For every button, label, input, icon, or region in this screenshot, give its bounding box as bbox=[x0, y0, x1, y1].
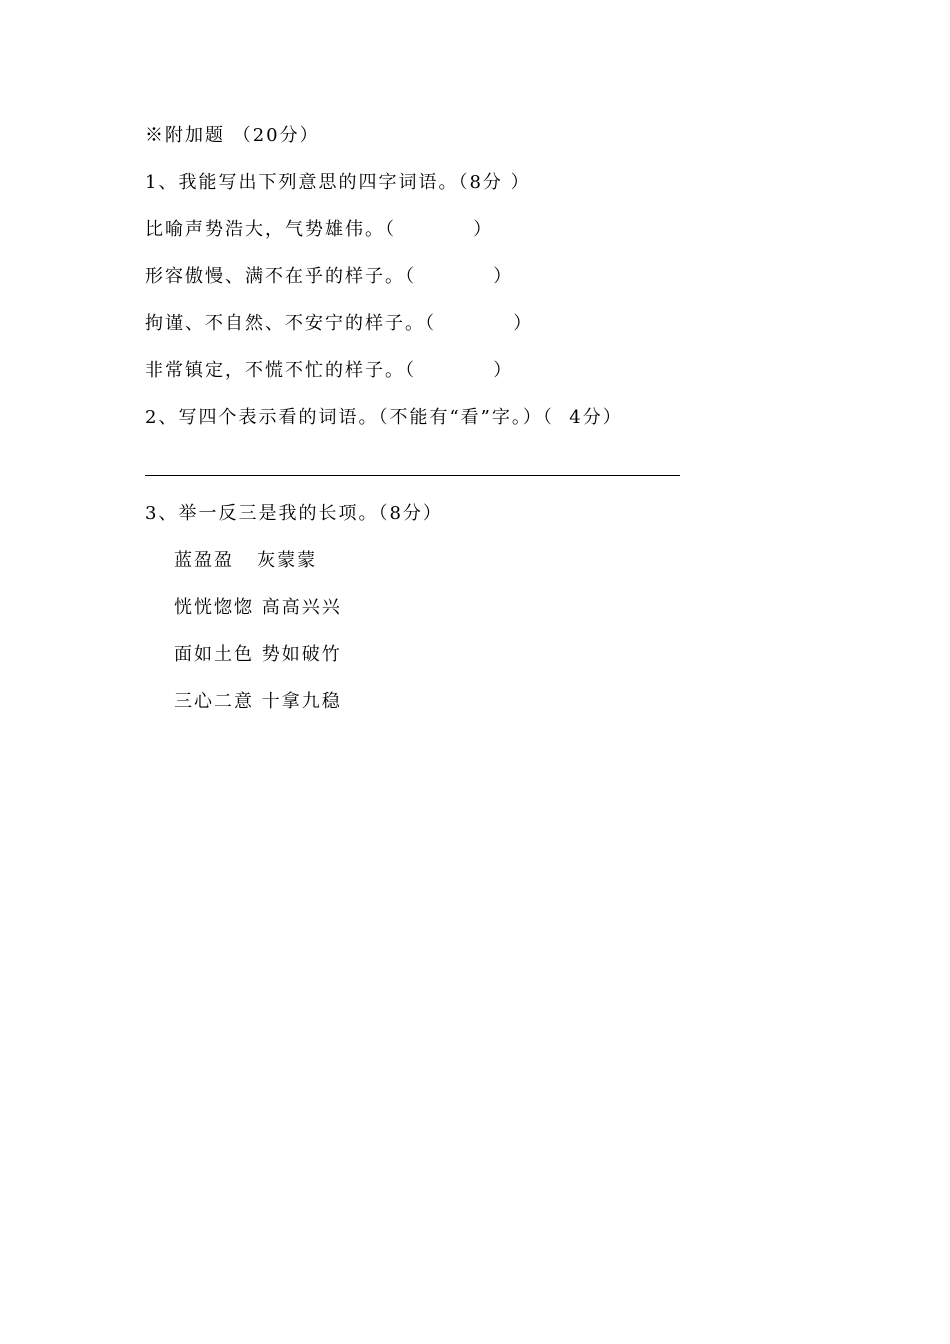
question-3-prompt: 3、举一反三是我的长项。（8分） bbox=[145, 503, 443, 524]
question-1-item-1: 比喻声势浩大，气势雄伟。（ ） bbox=[145, 219, 494, 240]
question-3-example-1: 蓝盈盈 灰蒙蒙 bbox=[174, 550, 318, 571]
question-2-answer-line bbox=[145, 475, 680, 476]
question-1-item-2: 形容傲慢、满不在乎的样子。（ ） bbox=[145, 266, 514, 287]
question-2-prompt: 2、写四个表示看的词语。（不能有“看”字。）（ 4分） bbox=[145, 407, 623, 428]
question-3-example-2: 恍恍惚惚 高高兴兴 bbox=[174, 597, 342, 618]
question-1-prompt: 1、我能写出下列意思的四字词语。（8分 ） bbox=[145, 172, 531, 193]
question-1-item-4: 非常镇定，不慌不忙的样子。（ ） bbox=[145, 360, 514, 381]
question-1-item-3: 拘谨、不自然、不安宁的样子。（ ） bbox=[145, 313, 534, 334]
question-3-example-3: 面如土色 势如破竹 bbox=[174, 644, 342, 665]
section-title: ※附加题 （20分） bbox=[145, 125, 320, 146]
question-3-example-4: 三心二意 十拿九稳 bbox=[174, 691, 342, 712]
